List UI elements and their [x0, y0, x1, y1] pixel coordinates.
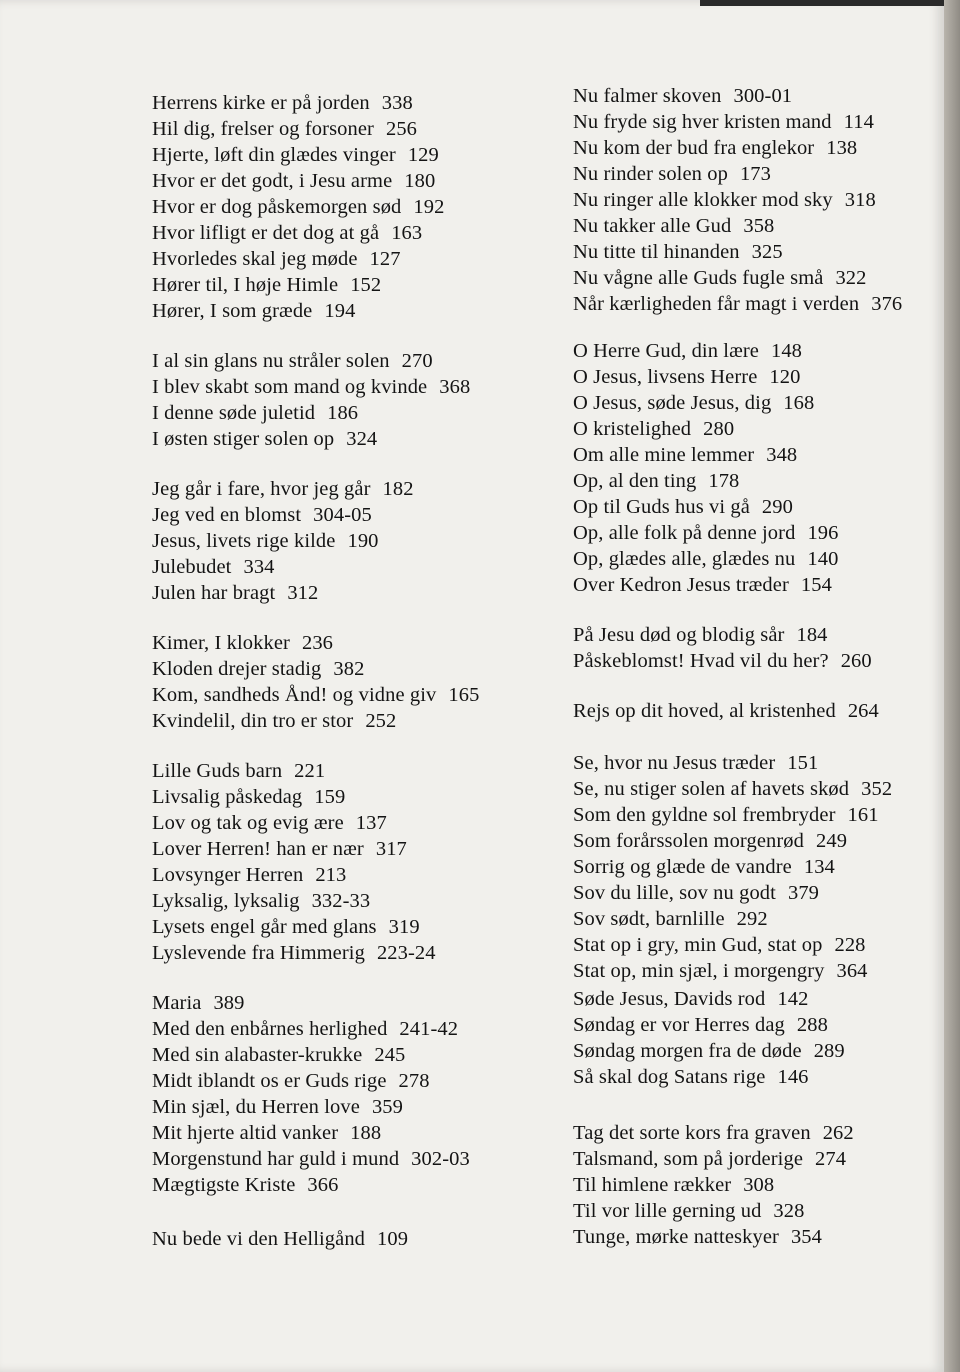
entry-title: Kloden drejer stadig	[152, 658, 322, 680]
index-entry	[573, 366, 800, 389]
index-entry	[573, 804, 879, 827]
entry-title: Nu falmer skoven	[573, 85, 722, 107]
index-entry	[152, 1070, 430, 1093]
entry-page-number: 289	[813, 1040, 845, 1062]
entry-title: Så skal dog Satans rige	[573, 1066, 766, 1088]
index-entry	[573, 163, 771, 186]
index-entry	[573, 856, 835, 879]
index-entry	[152, 1148, 470, 1171]
entry-page-number: 334	[243, 556, 275, 578]
entry-title: I østen stiger solen op	[152, 428, 335, 450]
entry-page-number: 236	[301, 632, 334, 654]
entry-title: Rejs op dit hoved, al kristenhed	[573, 700, 836, 722]
index-entry	[573, 111, 874, 134]
entry-page-number: 368	[439, 376, 471, 398]
entry-page-number: 274	[815, 1148, 847, 1170]
entry-page-number: 245	[374, 1044, 406, 1066]
entry-page-number: 165	[448, 684, 480, 706]
index-entry	[152, 1174, 338, 1197]
entry-title: Sov sødt, barnlille	[573, 908, 725, 930]
entry-page-number: 194	[324, 300, 356, 322]
index-entry	[152, 530, 379, 553]
index-entry	[573, 418, 734, 441]
entry-page-number: 168	[783, 392, 815, 414]
entry-page-number: 192	[413, 196, 445, 218]
index-entry	[573, 340, 802, 363]
entry-page-number: 354	[790, 1226, 823, 1248]
entry-page-number: 256	[385, 118, 418, 140]
index-entry	[152, 632, 333, 655]
index-entry	[152, 92, 413, 115]
index-entry	[152, 760, 325, 783]
entry-page-number: 308	[743, 1174, 775, 1196]
entry-title: Søndag morgen fra de døde	[573, 1040, 802, 1062]
entry-title: Som forårssolen morgenrød	[573, 830, 805, 852]
entry-title: Se, nu stiger solen af havets skød	[573, 778, 850, 800]
index-entry	[573, 293, 902, 316]
entry-page-number: 319	[388, 916, 420, 938]
entry-page-number: 221	[294, 760, 326, 782]
entry-page-number: 184	[796, 624, 828, 646]
entry-page-number: 249	[816, 830, 848, 852]
index-entry	[152, 1096, 403, 1119]
index-entry	[152, 684, 479, 707]
index-entry	[152, 556, 275, 579]
entry-title: Tunge, mørke natteskyer	[573, 1226, 779, 1248]
entry-title: Op, al den ting	[573, 470, 697, 492]
entry-title: O Herre Gud, din lære	[573, 340, 759, 362]
entry-page-number: 109	[377, 1228, 409, 1250]
index-entry	[152, 658, 364, 681]
entry-page-number: 304-05	[313, 504, 372, 526]
index-entry	[573, 908, 768, 931]
entry-page-number: 228	[834, 934, 866, 956]
entry-page-number: 137	[355, 812, 387, 834]
entry-page-number: 324	[346, 428, 378, 450]
index-entry	[152, 992, 245, 1015]
index-entry	[152, 428, 377, 451]
index-entry	[152, 838, 407, 861]
index-entry	[152, 376, 470, 399]
index-entry	[573, 1122, 854, 1145]
index-entry	[573, 1200, 804, 1223]
entry-title: Jeg ved en blomst	[152, 504, 302, 526]
index-entry	[573, 650, 872, 673]
entry-title: Op, alle folk på denne jord	[573, 522, 796, 544]
index-entry	[573, 137, 857, 160]
entry-page-number: 127	[369, 248, 401, 270]
index-entry	[573, 241, 783, 264]
entry-title: Hjerte, løft din glædes vinger	[152, 144, 396, 166]
entry-page-number: 322	[835, 267, 867, 289]
entry-title: Midt iblandt os er Guds rige	[152, 1070, 387, 1092]
entry-title: Mit hjerte altid vanker	[152, 1122, 339, 1144]
entry-title: Min sjæl, du Herren love	[152, 1096, 360, 1118]
entry-page-number: 280	[703, 418, 735, 440]
entry-title: Talsmand, som på jorderige	[573, 1148, 804, 1170]
index-entry	[152, 710, 396, 733]
index-entry	[573, 574, 832, 597]
entry-page-number: 382	[333, 658, 365, 680]
entry-title: Lille Guds barn	[152, 760, 283, 782]
index-entry	[573, 882, 819, 905]
entry-page-number: 140	[807, 548, 839, 570]
index-entry	[573, 830, 847, 853]
entry-page-number: 180	[404, 170, 436, 192]
entry-title: Lysets engel går med glans	[152, 916, 377, 938]
index-entry	[152, 1044, 405, 1067]
index-entry	[152, 170, 435, 193]
entry-page-number: 138	[826, 137, 858, 159]
index-entry	[152, 118, 417, 141]
entry-title: Påskeblomst! Hvad vil du her?	[573, 650, 829, 672]
entry-page-number: 148	[770, 340, 803, 362]
entry-page-number: 154	[800, 574, 832, 596]
entry-page-number: 146	[777, 1066, 809, 1088]
entry-title: Lover Herren! han er nær	[152, 838, 364, 860]
index-entry	[152, 786, 345, 809]
entry-page-number: 332-33	[311, 890, 371, 912]
index-entry	[573, 778, 892, 801]
entry-page-number: 178	[708, 470, 740, 492]
page-edge	[944, 0, 960, 1372]
entry-title: Hvor er dog påskemorgen sød	[152, 196, 402, 218]
entry-page-number: 159	[314, 786, 346, 808]
entry-page-number: 379	[787, 882, 820, 904]
index-entry	[152, 1018, 458, 1041]
entry-title: Søde Jesus, Davids rod	[573, 988, 766, 1010]
entry-title: Som den gyldne sol frembryder	[573, 804, 836, 826]
entry-title: Til himlene rækker	[573, 1174, 732, 1196]
index-entry	[573, 392, 814, 415]
entry-title: I al sin glans nu stråler solen	[152, 350, 390, 372]
entry-page-number: 270	[401, 350, 433, 372]
entry-title: Med sin alabaster-krukke	[152, 1044, 363, 1066]
index-entry	[573, 189, 876, 212]
entry-page-number: 163	[391, 222, 423, 244]
entry-title: Hil dig, frelser og forsoner	[152, 118, 374, 140]
entry-title: O Jesus, søde Jesus, dig	[573, 392, 772, 414]
index-entry	[573, 624, 828, 647]
index-entry	[573, 496, 793, 519]
entry-title: På Jesu død og blodig sår	[573, 624, 785, 646]
entry-page-number: 223-24	[376, 942, 436, 964]
index-entry	[573, 1066, 809, 1089]
entry-title: Jeg går i fare, hvor jeg går	[152, 478, 371, 500]
entry-title: Julebudet	[152, 556, 232, 578]
entry-page-number: 290	[761, 496, 793, 518]
entry-title: Til vor lille gerning ud	[573, 1200, 762, 1222]
index-entry	[573, 522, 839, 545]
entry-title: I denne søde juletid	[152, 402, 316, 424]
entry-title: Sov du lille, sov nu godt	[573, 882, 776, 904]
entry-page-number: 134	[803, 856, 835, 878]
entry-title: Hvorledes skal jeg møde	[152, 248, 358, 270]
index-entry	[152, 300, 355, 323]
index-entry	[573, 1174, 774, 1197]
entry-title: Nu fryde sig hver kristen mand	[573, 111, 832, 133]
entry-title: Når kærligheden får magt i verden	[573, 293, 860, 315]
entry-title: Søndag er vor Herres dag	[573, 1014, 785, 1036]
entry-title: Herrens kirke er på jorden	[152, 92, 370, 114]
entry-title: Lov og tak og evig ære	[152, 812, 344, 834]
entry-title: Lyksalig, lyksalig	[152, 890, 300, 912]
top-edge-shadow	[700, 0, 944, 6]
index-entry	[152, 582, 318, 605]
entry-page-number: 278	[398, 1070, 430, 1092]
entry-title: Mægtigste Kriste	[152, 1174, 296, 1196]
entry-page-number: 142	[777, 988, 809, 1010]
entry-page-number: 358	[743, 215, 775, 237]
entry-title: Op til Guds hus vi gå	[573, 496, 750, 518]
index-entry	[573, 988, 808, 1011]
index-entry	[573, 1226, 822, 1249]
index-entry	[152, 1122, 381, 1145]
entry-title: Hører til, I høje Himle	[152, 274, 339, 296]
index-entry	[573, 700, 879, 723]
index-entry	[573, 934, 866, 957]
entry-title: Maria	[152, 992, 202, 1014]
entry-title: Morgenstund har guld i mund	[152, 1148, 400, 1170]
entry-page-number: 114	[843, 111, 874, 133]
entry-page-number: 325	[751, 241, 783, 263]
index-entry	[152, 942, 436, 965]
entry-page-number: 264	[847, 700, 879, 722]
entry-title: Lyslevende fra Himmerig	[152, 942, 365, 964]
entry-page-number: 252	[365, 710, 397, 732]
entry-page-number: 317	[375, 838, 407, 860]
index-entry	[573, 267, 867, 290]
index-entry	[152, 196, 444, 219]
entry-title: Med den enbårnes herlighed	[152, 1018, 388, 1040]
entry-page-number: 359	[371, 1096, 404, 1118]
entry-page-number: 196	[807, 522, 839, 544]
index-entry	[152, 274, 381, 297]
entry-page-number: 186	[327, 402, 359, 424]
index-entry	[152, 478, 414, 501]
entry-page-number: 338	[381, 92, 413, 114]
index-entry	[152, 864, 346, 887]
entry-page-number: 262	[822, 1122, 854, 1144]
entry-title: Nu titte til hinanden	[573, 241, 740, 263]
entry-title: O kristelighed	[573, 418, 692, 440]
entry-title: Kimer, I klokker	[152, 632, 290, 654]
entry-page-number: 120	[769, 366, 801, 388]
index-entry	[152, 144, 439, 167]
entry-title: Nu bede vi den Helligånd	[152, 1228, 366, 1250]
entry-page-number: 190	[347, 530, 379, 552]
index-entry	[573, 752, 818, 775]
entry-title: Jesus, livets rige kilde	[152, 530, 336, 552]
entry-page-number: 182	[382, 478, 414, 500]
entry-page-number: 376	[871, 293, 903, 315]
index-entry	[152, 504, 372, 527]
entry-page-number: 352	[861, 778, 893, 800]
entry-title: Stat op i gry, min Gud, stat op	[573, 934, 823, 956]
index-entry	[152, 248, 401, 271]
entry-title: Se, hvor nu Jesus træder	[573, 752, 776, 774]
entry-page-number: 129	[407, 144, 439, 166]
entry-page-number: 300-01	[733, 85, 793, 107]
index-entry	[573, 444, 797, 467]
entry-title: Nu ringer alle klokker mod sky	[573, 189, 833, 211]
entry-page-number: 188	[350, 1122, 382, 1144]
index-entry	[152, 350, 433, 373]
index-entry	[152, 222, 422, 245]
index-entry	[152, 916, 420, 939]
entry-page-number: 288	[796, 1014, 828, 1036]
entry-title: Hvor er det godt, i Jesu arme	[152, 170, 393, 192]
entry-title: Nu kom der bud fra englekor	[573, 137, 815, 159]
entry-title: Kom, sandheds Ånd! og vidne giv	[152, 684, 437, 706]
entry-page-number: 173	[739, 163, 772, 185]
entry-title: Hører, I som græde	[152, 300, 313, 322]
entry-page-number: 389	[213, 992, 245, 1014]
index-entry	[573, 548, 838, 571]
entry-page-number: 302-03	[411, 1148, 470, 1170]
entry-page-number: 260	[840, 650, 872, 672]
index-entry	[573, 470, 739, 493]
entry-page-number: 213	[315, 864, 347, 886]
entry-title: Lovsynger Herren	[152, 864, 304, 886]
index-entry	[573, 1148, 846, 1171]
index-entry	[152, 890, 370, 913]
entry-page-number: 312	[287, 582, 319, 604]
index-entry	[573, 1040, 845, 1063]
index-entry	[573, 960, 868, 983]
entry-page-number: 348	[766, 444, 798, 466]
entry-title: Livsalig påskedag	[152, 786, 303, 808]
entry-title: Over Kedron Jesus træder	[573, 574, 789, 596]
index-entry	[573, 85, 792, 108]
entry-title: Sorrig og glæde de vandre	[573, 856, 792, 878]
index-entry	[152, 1228, 408, 1251]
entry-title: O Jesus, livsens Herre	[573, 366, 758, 388]
entry-title: Kvindelil, din tro er stor	[152, 710, 354, 732]
index-entry	[152, 812, 387, 835]
entry-title: Nu rinder solen op	[573, 163, 728, 185]
entry-page-number: 292	[736, 908, 768, 930]
index-entry	[573, 215, 774, 238]
index-entry	[152, 402, 358, 425]
entry-title: Op, glædes alle, glædes nu	[573, 548, 796, 570]
entry-title: Om alle mine lemmer	[573, 444, 755, 466]
entry-page-number: 328	[773, 1200, 805, 1222]
entry-page-number: 151	[787, 752, 819, 774]
entry-title: Tag det sorte kors fra graven	[573, 1122, 811, 1144]
entry-page-number: 241-42	[399, 1018, 459, 1040]
entry-page-number: 161	[847, 804, 879, 826]
entry-page-number: 318	[844, 189, 876, 211]
entry-title: Stat op, min sjæl, i morgengry	[573, 960, 825, 982]
entry-page-number: 366	[307, 1174, 339, 1196]
entry-title: Hvor lifligt er det dog at gå	[152, 222, 380, 244]
entry-page-number: 364	[836, 960, 868, 982]
index-entry	[573, 1014, 828, 1037]
entry-title: Nu takker alle Gud	[573, 215, 732, 237]
entry-title: Julen har bragt	[152, 582, 276, 604]
entry-page-number: 152	[350, 274, 382, 296]
entry-title: Nu vågne alle Guds fugle små	[573, 267, 824, 289]
entry-title: I blev skabt som mand og kvinde	[152, 376, 428, 398]
